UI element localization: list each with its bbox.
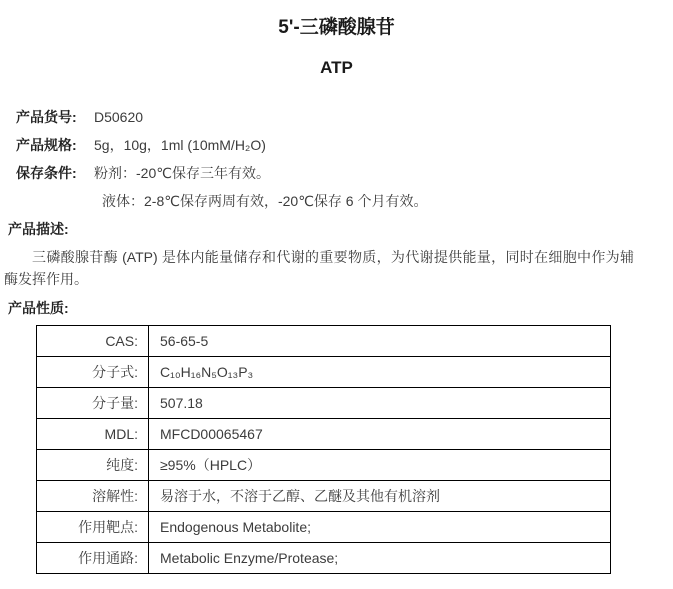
table-row-mdl [37,419,611,450]
purity-value: ≥95%（HPLC） [149,450,611,481]
pathway-label: 作用通路: [37,543,149,574]
table-row-molweight [37,388,611,419]
molweight-label: 分子量: [37,388,149,419]
molweight-value: 507.18 [149,388,611,419]
product-number-label: 产品货号: [16,109,77,125]
properties-table [36,325,611,574]
solubility-value: 易溶于水，不溶于乙醇、乙醚及其他有机溶剂 [149,481,611,512]
product-info-section [0,107,673,211]
purity-label: 纯度: [37,450,149,481]
page-subtitle: ATP [320,58,353,77]
description-text: 三磷酸腺苷酶 (ATP) 是体内能量储存和代谢的重要物质，为代谢提供能量，同时在细胞中作为辅酶发挥作用。 [4,249,634,287]
storage-powder-value: 粉剂：-20℃保存三年有效。 [94,165,270,181]
properties-heading: 产品性质: [8,300,69,316]
cas-value: 56-65-5 [149,326,611,357]
product-spec-line [0,135,673,155]
mdl-value: MFCD00065467 [149,419,611,450]
product-number-line [0,107,673,127]
target-value: Endogenous Metabolite; [149,512,611,543]
product-spec-label: 产品规格: [16,137,77,153]
table-row-target [37,512,611,543]
table-row-purity [37,450,611,481]
table-row-cas [37,326,611,357]
product-number-value: D50620 [94,109,144,125]
storage-liquid-line [102,191,673,211]
pathway-value: Metabolic Enzyme/Protease; [149,543,611,574]
storage-condition-label: 保存条件: [16,165,77,181]
solubility-label: 溶解性: [37,481,149,512]
formula-value: C₁₀H₁₆N₅O₁₃P₃ [149,357,611,388]
table-row-solubility [37,481,611,512]
target-label: 作用靶点: [37,512,149,543]
mdl-label: MDL: [37,419,149,450]
description-heading: 产品描述: [8,221,69,237]
table-row-pathway [37,543,611,574]
storage-liquid-value: 液体：2-8℃保存两周有效，-20℃保存 6 个月有效。 [102,193,428,209]
formula-label: 分子式: [37,357,149,388]
page-title: 5'-三磷酸腺苷 [278,17,395,38]
cas-label: CAS: [37,326,149,357]
product-spec-value: 5g，10g，1ml (10mM/H₂O) [94,137,266,153]
table-row-formula [37,357,611,388]
storage-condition-line [0,163,673,183]
